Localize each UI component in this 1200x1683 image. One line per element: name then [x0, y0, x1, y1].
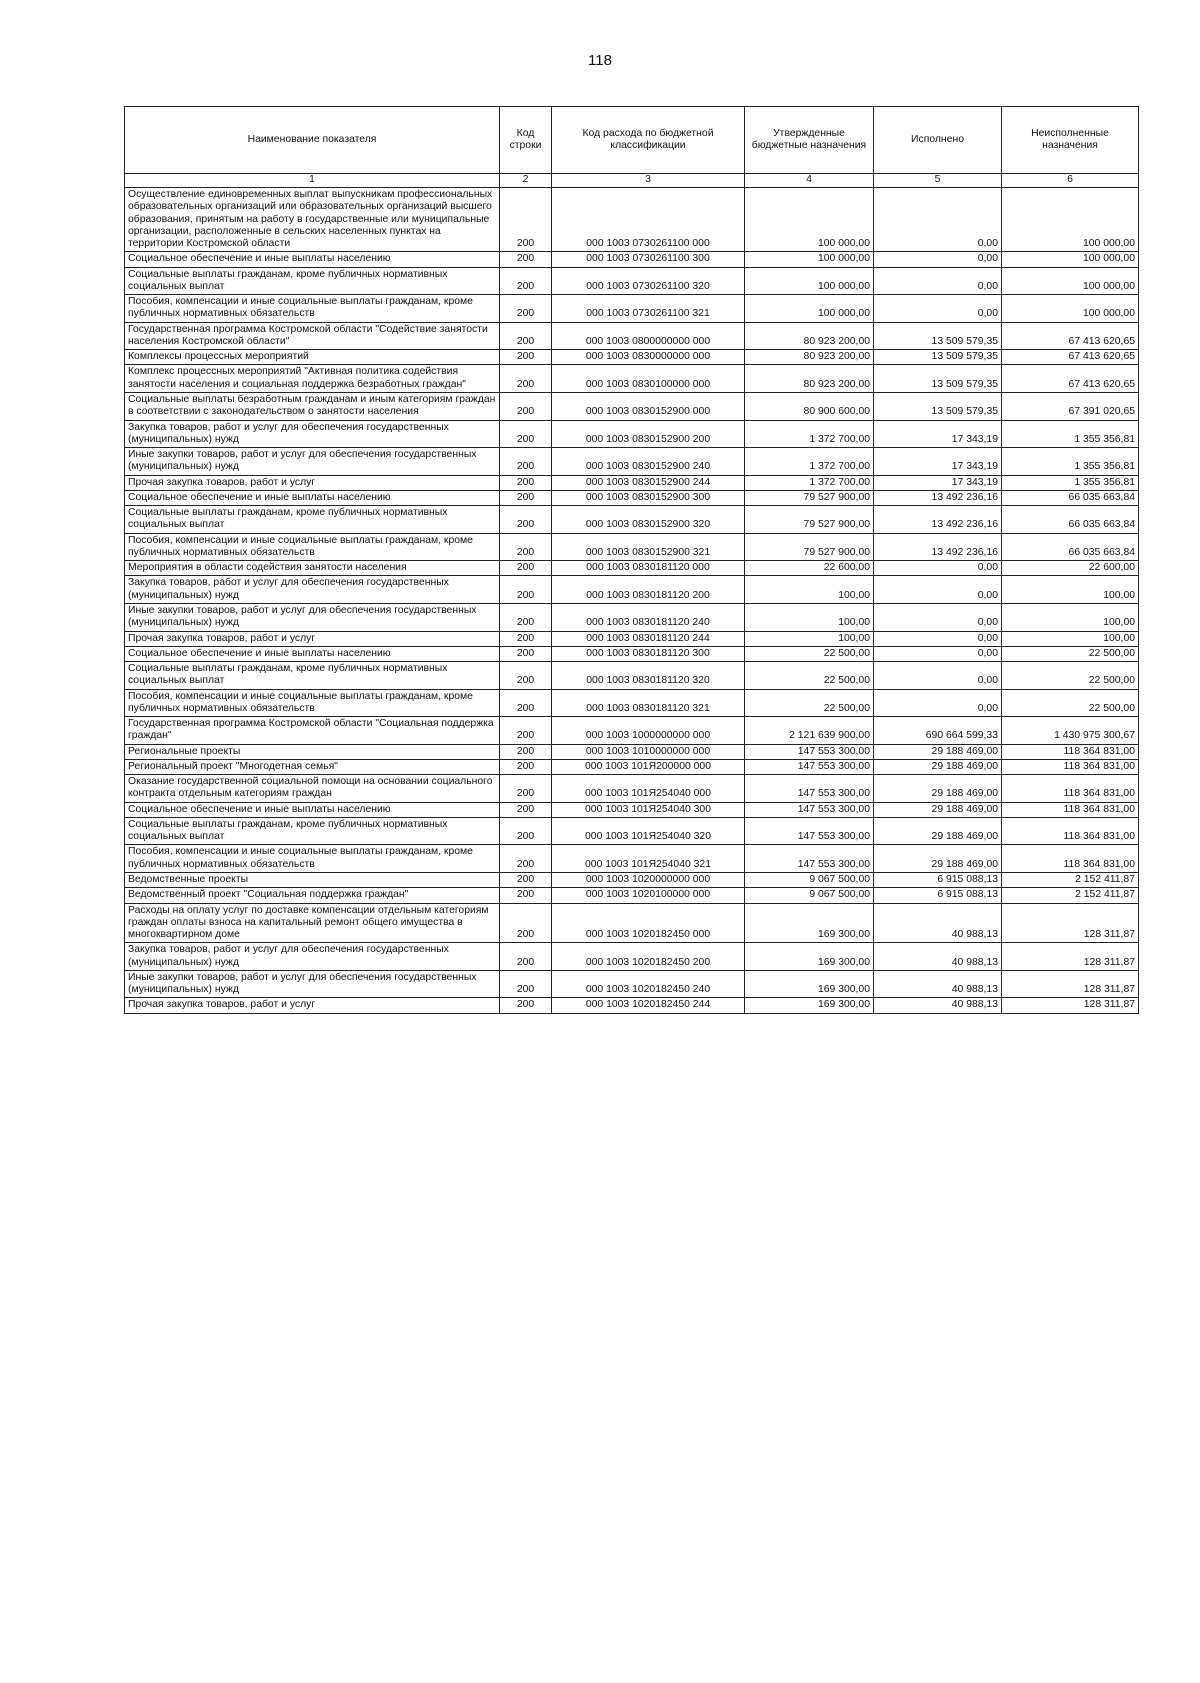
table-row: [125, 475, 1139, 490]
budget-code-cell: 000 1003 1020000000 000: [552, 873, 745, 888]
executed-amount-cell: 17 343,19: [874, 448, 1002, 476]
table-row: [125, 744, 1139, 759]
executed-amount-cell: 6 915 088,13: [874, 888, 1002, 903]
column-number: 5: [874, 174, 1002, 188]
unexecuted-amount-cell: 118 364 831,00: [1002, 845, 1139, 873]
budget-execution-table: [124, 106, 1139, 1014]
approved-amount-cell: 147 553 300,00: [745, 759, 874, 774]
table-row: [125, 322, 1139, 350]
line-code-cell: 200: [500, 631, 552, 646]
executed-amount-cell: 29 188 469,00: [874, 802, 1002, 817]
approved-amount-cell: 147 553 300,00: [745, 775, 874, 803]
line-code-cell: 200: [500, 943, 552, 971]
approved-amount-cell: 80 923 200,00: [745, 350, 874, 365]
indicator-name-cell: Прочая закупка товаров, работ и услуг: [125, 475, 500, 490]
budget-code-cell: 000 1003 0830181120 300: [552, 646, 745, 661]
budget-code-cell: 000 1003 0830152900 000: [552, 392, 745, 420]
budget-code-cell: 000 1003 1020182450 244: [552, 998, 745, 1013]
unexecuted-amount-cell: 128 311,87: [1002, 903, 1139, 943]
unexecuted-amount-cell: 2 152 411,87: [1002, 888, 1139, 903]
executed-amount-cell: 0,00: [874, 646, 1002, 661]
table-row: [125, 759, 1139, 774]
budget-code-cell: 000 1003 0800000000 000: [552, 322, 745, 350]
table-row: [125, 943, 1139, 971]
unexecuted-amount-cell: 1 430 975 300,67: [1002, 717, 1139, 745]
unexecuted-amount-cell: 118 364 831,00: [1002, 759, 1139, 774]
table-row: [125, 775, 1139, 803]
approved-amount-cell: 1 372 700,00: [745, 475, 874, 490]
indicator-name-cell: Пособия, компенсации и иные социальные выплаты гражданам, кроме публичных нормативных обязательств: [125, 533, 500, 561]
table-row: [125, 802, 1139, 817]
unexecuted-amount-cell: 67 413 620,65: [1002, 350, 1139, 365]
line-code-cell: 200: [500, 759, 552, 774]
executed-amount-cell: 0,00: [874, 603, 1002, 631]
indicator-name-cell: Комплексы процессных мероприятий: [125, 350, 500, 365]
approved-amount-cell: 79 527 900,00: [745, 490, 874, 505]
executed-amount-cell: 13 492 236,16: [874, 490, 1002, 505]
approved-amount-cell: 100,00: [745, 631, 874, 646]
indicator-name-cell: Оказание государственной социальной помощи на основании социального контракта отдельным категориям граждан: [125, 775, 500, 803]
table-row: [125, 267, 1139, 295]
budget-code-cell: 000 1003 0830181120 244: [552, 631, 745, 646]
unexecuted-amount-cell: 118 364 831,00: [1002, 775, 1139, 803]
table-row: [125, 506, 1139, 534]
line-code-cell: 200: [500, 392, 552, 420]
header-approved-appropriations: Утвержденные бюджетные назначения: [745, 107, 874, 174]
budget-code-cell: 000 1003 1010000000 000: [552, 744, 745, 759]
table-row: [125, 888, 1139, 903]
approved-amount-cell: 1 372 700,00: [745, 448, 874, 476]
unexecuted-amount-cell: 67 391 020,65: [1002, 392, 1139, 420]
indicator-name-cell: Иные закупки товаров, работ и услуг для обеспечения государственных (муниципальных) нужд: [125, 970, 500, 998]
table-row: [125, 689, 1139, 717]
header-executed: Исполнено: [874, 107, 1002, 174]
unexecuted-amount-cell: 1 355 356,81: [1002, 448, 1139, 476]
indicator-name-cell: Социальное обеспечение и иные выплаты населению: [125, 490, 500, 505]
table-row: [125, 576, 1139, 604]
indicator-name-cell: Социальные выплаты гражданам, кроме публичных нормативных социальных выплат: [125, 506, 500, 534]
budget-code-cell: 000 1003 0730261100 000: [552, 188, 745, 252]
approved-amount-cell: 22 500,00: [745, 662, 874, 690]
executed-amount-cell: 13 509 579,35: [874, 392, 1002, 420]
column-number: 2: [500, 174, 552, 188]
budget-code-cell: 000 1003 0730261100 320: [552, 267, 745, 295]
header-budget-classification-code: Код расхода по бюджетной классификации: [552, 107, 745, 174]
executed-amount-cell: 6 915 088,13: [874, 873, 1002, 888]
line-code-cell: 200: [500, 903, 552, 943]
budget-code-cell: 000 1003 0830152900 244: [552, 475, 745, 490]
executed-amount-cell: 29 188 469,00: [874, 845, 1002, 873]
line-code-cell: 200: [500, 817, 552, 845]
line-code-cell: 200: [500, 802, 552, 817]
executed-amount-cell: 29 188 469,00: [874, 817, 1002, 845]
table-row: [125, 350, 1139, 365]
indicator-name-cell: Мероприятия в области содействия занятости населения: [125, 561, 500, 576]
indicator-name-cell: Региональный проект "Многодетная семья": [125, 759, 500, 774]
table-row: [125, 603, 1139, 631]
table-row: [125, 970, 1139, 998]
executed-amount-cell: 0,00: [874, 576, 1002, 604]
line-code-cell: 200: [500, 603, 552, 631]
table-row: [125, 392, 1139, 420]
line-code-cell: 200: [500, 646, 552, 661]
executed-amount-cell: 40 988,13: [874, 970, 1002, 998]
column-number: 6: [1002, 174, 1139, 188]
budget-code-cell: 000 1003 0830181120 321: [552, 689, 745, 717]
budget-code-cell: 000 1003 101Я200000 000: [552, 759, 745, 774]
budget-code-cell: 000 1003 1020182450 200: [552, 943, 745, 971]
budget-code-cell: 000 1003 0830152900 240: [552, 448, 745, 476]
executed-amount-cell: 13 492 236,16: [874, 506, 1002, 534]
indicator-name-cell: Социальное обеспечение и иные выплаты населению: [125, 802, 500, 817]
budget-code-cell: 000 1003 0730261100 321: [552, 295, 745, 323]
executed-amount-cell: 29 188 469,00: [874, 759, 1002, 774]
indicator-name-cell: Социальные выплаты гражданам, кроме публичных нормативных социальных выплат: [125, 267, 500, 295]
executed-amount-cell: 17 343,19: [874, 420, 1002, 448]
table-row: [125, 717, 1139, 745]
approved-amount-cell: 22 500,00: [745, 689, 874, 717]
line-code-cell: 200: [500, 744, 552, 759]
unexecuted-amount-cell: 67 413 620,65: [1002, 365, 1139, 393]
unexecuted-amount-cell: 22 500,00: [1002, 662, 1139, 690]
approved-amount-cell: 100 000,00: [745, 188, 874, 252]
approved-amount-cell: 2 121 639 900,00: [745, 717, 874, 745]
unexecuted-amount-cell: 128 311,87: [1002, 998, 1139, 1013]
line-code-cell: 200: [500, 845, 552, 873]
indicator-name-cell: Осуществление единовременных выплат выпускникам профессиональных образовательных организаций или образовательных организаций высшего образования, принятым на работу в государственные или муниципальные организации, расположенные в сельских населенных пунктах на территории Костромской области: [125, 188, 500, 252]
unexecuted-amount-cell: 100,00: [1002, 603, 1139, 631]
budget-code-cell: 000 1003 0830152900 200: [552, 420, 745, 448]
column-number-row: [125, 174, 1139, 188]
indicator-name-cell: Закупка товаров, работ и услуг для обеспечения государственных (муниципальных) нужд: [125, 420, 500, 448]
executed-amount-cell: 40 988,13: [874, 903, 1002, 943]
header-unexecuted-appropriations: Неисполненные назначения: [1002, 107, 1139, 174]
approved-amount-cell: 169 300,00: [745, 970, 874, 998]
line-code-cell: 200: [500, 350, 552, 365]
indicator-name-cell: Региональные проекты: [125, 744, 500, 759]
approved-amount-cell: 147 553 300,00: [745, 817, 874, 845]
approved-amount-cell: 169 300,00: [745, 998, 874, 1013]
approved-amount-cell: 100 000,00: [745, 295, 874, 323]
approved-amount-cell: 9 067 500,00: [745, 873, 874, 888]
unexecuted-amount-cell: 2 152 411,87: [1002, 873, 1139, 888]
budget-code-cell: 000 1003 0830152900 321: [552, 533, 745, 561]
budget-code-cell: 000 1003 101Я254040 000: [552, 775, 745, 803]
line-code-cell: 200: [500, 475, 552, 490]
table-row: [125, 817, 1139, 845]
line-code-cell: 200: [500, 576, 552, 604]
table-header-row: [125, 107, 1139, 174]
indicator-name-cell: Ведомственный проект "Социальная поддержка граждан": [125, 888, 500, 903]
budget-code-cell: 000 1003 0830152900 320: [552, 506, 745, 534]
indicator-name-cell: Государственная программа Костромской области "Содействие занятости населения Костромской области": [125, 322, 500, 350]
indicator-name-cell: Социальное обеспечение и иные выплаты населению: [125, 252, 500, 267]
unexecuted-amount-cell: 128 311,87: [1002, 970, 1139, 998]
executed-amount-cell: 13 492 236,16: [874, 533, 1002, 561]
unexecuted-amount-cell: 66 035 663,84: [1002, 506, 1139, 534]
approved-amount-cell: 169 300,00: [745, 903, 874, 943]
table-row: [125, 903, 1139, 943]
approved-amount-cell: 147 553 300,00: [745, 744, 874, 759]
line-code-cell: 200: [500, 365, 552, 393]
executed-amount-cell: 0,00: [874, 689, 1002, 717]
budget-code-cell: 000 1003 101Я254040 320: [552, 817, 745, 845]
unexecuted-amount-cell: 128 311,87: [1002, 943, 1139, 971]
approved-amount-cell: 22 500,00: [745, 646, 874, 661]
unexecuted-amount-cell: 22 600,00: [1002, 561, 1139, 576]
indicator-name-cell: Расходы на оплату услуг по доставке компенсации отдельным категориям граждан оплаты взноса на капитальный ремонт общего имущества в многоквартирном доме: [125, 903, 500, 943]
line-code-cell: 200: [500, 420, 552, 448]
unexecuted-amount-cell: 100,00: [1002, 576, 1139, 604]
executed-amount-cell: 13 509 579,35: [874, 350, 1002, 365]
unexecuted-amount-cell: 100 000,00: [1002, 267, 1139, 295]
table-row: [125, 561, 1139, 576]
table-row: [125, 420, 1139, 448]
executed-amount-cell: 13 509 579,35: [874, 322, 1002, 350]
line-code-cell: 200: [500, 490, 552, 505]
unexecuted-amount-cell: 100 000,00: [1002, 295, 1139, 323]
line-code-cell: 200: [500, 295, 552, 323]
approved-amount-cell: 169 300,00: [745, 943, 874, 971]
approved-amount-cell: 147 553 300,00: [745, 845, 874, 873]
table-row: [125, 533, 1139, 561]
table-row: [125, 448, 1139, 476]
header-line-code: Код строки: [500, 107, 552, 174]
executed-amount-cell: 0,00: [874, 561, 1002, 576]
approved-amount-cell: 100,00: [745, 576, 874, 604]
header-indicator-name: Наименование показателя: [125, 107, 500, 174]
budget-code-cell: 000 1003 0830100000 000: [552, 365, 745, 393]
table-row: [125, 845, 1139, 873]
line-code-cell: 200: [500, 506, 552, 534]
executed-amount-cell: 0,00: [874, 662, 1002, 690]
indicator-name-cell: Социальные выплаты гражданам, кроме публичных нормативных социальных выплат: [125, 662, 500, 690]
approved-amount-cell: 79 527 900,00: [745, 533, 874, 561]
indicator-name-cell: Пособия, компенсации и иные социальные выплаты гражданам, кроме публичных нормативных обязательств: [125, 295, 500, 323]
unexecuted-amount-cell: 66 035 663,84: [1002, 490, 1139, 505]
table-row: [125, 295, 1139, 323]
line-code-cell: 200: [500, 662, 552, 690]
budget-code-cell: 000 1003 0830181120 320: [552, 662, 745, 690]
indicator-name-cell: Социальные выплаты безработным гражданам и иным категориям граждан в соответствии с законодательством о занятости населения: [125, 392, 500, 420]
unexecuted-amount-cell: 100 000,00: [1002, 252, 1139, 267]
budget-code-cell: 000 1003 0730261100 300: [552, 252, 745, 267]
approved-amount-cell: 9 067 500,00: [745, 888, 874, 903]
approved-amount-cell: 79 527 900,00: [745, 506, 874, 534]
line-code-cell: 200: [500, 322, 552, 350]
approved-amount-cell: 100 000,00: [745, 252, 874, 267]
indicator-name-cell: Иные закупки товаров, работ и услуг для обеспечения государственных (муниципальных) нужд: [125, 448, 500, 476]
line-code-cell: 200: [500, 533, 552, 561]
approved-amount-cell: 100,00: [745, 603, 874, 631]
line-code-cell: 200: [500, 775, 552, 803]
line-code-cell: 200: [500, 561, 552, 576]
executed-amount-cell: 690 664 599,33: [874, 717, 1002, 745]
indicator-name-cell: Закупка товаров, работ и услуг для обеспечения государственных (муниципальных) нужд: [125, 943, 500, 971]
line-code-cell: 200: [500, 267, 552, 295]
table-row: [125, 998, 1139, 1013]
line-code-cell: 200: [500, 717, 552, 745]
budget-code-cell: 000 1003 0830181120 240: [552, 603, 745, 631]
unexecuted-amount-cell: 1 355 356,81: [1002, 420, 1139, 448]
column-number: 3: [552, 174, 745, 188]
table-row: [125, 646, 1139, 661]
executed-amount-cell: 13 509 579,35: [874, 365, 1002, 393]
indicator-name-cell: Закупка товаров, работ и услуг для обеспечения государственных (муниципальных) нужд: [125, 576, 500, 604]
table-row: [125, 490, 1139, 505]
indicator-name-cell: Пособия, компенсации и иные социальные выплаты гражданам, кроме публичных нормативных обязательств: [125, 689, 500, 717]
budget-code-cell: 000 1003 0830152900 300: [552, 490, 745, 505]
executed-amount-cell: 0,00: [874, 267, 1002, 295]
table-row: [125, 188, 1139, 252]
budget-code-cell: 000 1003 1020100000 000: [552, 888, 745, 903]
unexecuted-amount-cell: 100 000,00: [1002, 188, 1139, 252]
column-number: 1: [125, 174, 500, 188]
table-row: [125, 252, 1139, 267]
unexecuted-amount-cell: 1 355 356,81: [1002, 475, 1139, 490]
table-body: [125, 188, 1139, 1014]
approved-amount-cell: 147 553 300,00: [745, 802, 874, 817]
executed-amount-cell: 29 188 469,00: [874, 744, 1002, 759]
executed-amount-cell: 0,00: [874, 188, 1002, 252]
approved-amount-cell: 80 923 200,00: [745, 322, 874, 350]
indicator-name-cell: Социальные выплаты гражданам, кроме публичных нормативных социальных выплат: [125, 817, 500, 845]
column-number: 4: [745, 174, 874, 188]
unexecuted-amount-cell: 118 364 831,00: [1002, 802, 1139, 817]
indicator-name-cell: Пособия, компенсации и иные социальные выплаты гражданам, кроме публичных нормативных обязательств: [125, 845, 500, 873]
line-code-cell: 200: [500, 998, 552, 1013]
indicator-name-cell: Комплекс процессных мероприятий "Активная политика содействия занятости населения и социальная поддержка безработных граждан": [125, 365, 500, 393]
indicator-name-cell: Государственная программа Костромской области "Социальная поддержка граждан": [125, 717, 500, 745]
budget-code-cell: 000 1003 101Я254040 321: [552, 845, 745, 873]
executed-amount-cell: 40 988,13: [874, 943, 1002, 971]
budget-code-cell: 000 1003 0830181120 000: [552, 561, 745, 576]
line-code-cell: 200: [500, 252, 552, 267]
budget-code-cell: 000 1003 101Я254040 300: [552, 802, 745, 817]
table-row: [125, 662, 1139, 690]
executed-amount-cell: 0,00: [874, 631, 1002, 646]
approved-amount-cell: 22 600,00: [745, 561, 874, 576]
budget-code-cell: 000 1003 1020182450 240: [552, 970, 745, 998]
unexecuted-amount-cell: 118 364 831,00: [1002, 817, 1139, 845]
table-row: [125, 873, 1139, 888]
budget-code-cell: 000 1003 1000000000 000: [552, 717, 745, 745]
unexecuted-amount-cell: 118 364 831,00: [1002, 744, 1139, 759]
line-code-cell: 200: [500, 970, 552, 998]
indicator-name-cell: Иные закупки товаров, работ и услуг для обеспечения государственных (муниципальных) нужд: [125, 603, 500, 631]
budget-code-cell: 000 1003 1020182450 000: [552, 903, 745, 943]
indicator-name-cell: Прочая закупка товаров, работ и услуг: [125, 998, 500, 1013]
approved-amount-cell: 1 372 700,00: [745, 420, 874, 448]
line-code-cell: 200: [500, 689, 552, 717]
executed-amount-cell: 29 188 469,00: [874, 775, 1002, 803]
unexecuted-amount-cell: 22 500,00: [1002, 646, 1139, 661]
budget-code-cell: 000 1003 0830000000 000: [552, 350, 745, 365]
unexecuted-amount-cell: 100,00: [1002, 631, 1139, 646]
line-code-cell: 200: [500, 188, 552, 252]
line-code-cell: 200: [500, 873, 552, 888]
table-row: [125, 631, 1139, 646]
table-row: [125, 365, 1139, 393]
indicator-name-cell: Социальное обеспечение и иные выплаты населению: [125, 646, 500, 661]
page-number: 118: [588, 52, 612, 69]
approved-amount-cell: 80 923 200,00: [745, 365, 874, 393]
budget-code-cell: 000 1003 0830181120 200: [552, 576, 745, 604]
executed-amount-cell: 17 343,19: [874, 475, 1002, 490]
executed-amount-cell: 0,00: [874, 252, 1002, 267]
line-code-cell: 200: [500, 448, 552, 476]
unexecuted-amount-cell: 66 035 663,84: [1002, 533, 1139, 561]
line-code-cell: 200: [500, 888, 552, 903]
indicator-name-cell: Прочая закупка товаров, работ и услуг: [125, 631, 500, 646]
approved-amount-cell: 100 000,00: [745, 267, 874, 295]
executed-amount-cell: 40 988,13: [874, 998, 1002, 1013]
approved-amount-cell: 80 900 600,00: [745, 392, 874, 420]
unexecuted-amount-cell: 67 413 620,65: [1002, 322, 1139, 350]
unexecuted-amount-cell: 22 500,00: [1002, 689, 1139, 717]
indicator-name-cell: Ведомственные проекты: [125, 873, 500, 888]
executed-amount-cell: 0,00: [874, 295, 1002, 323]
